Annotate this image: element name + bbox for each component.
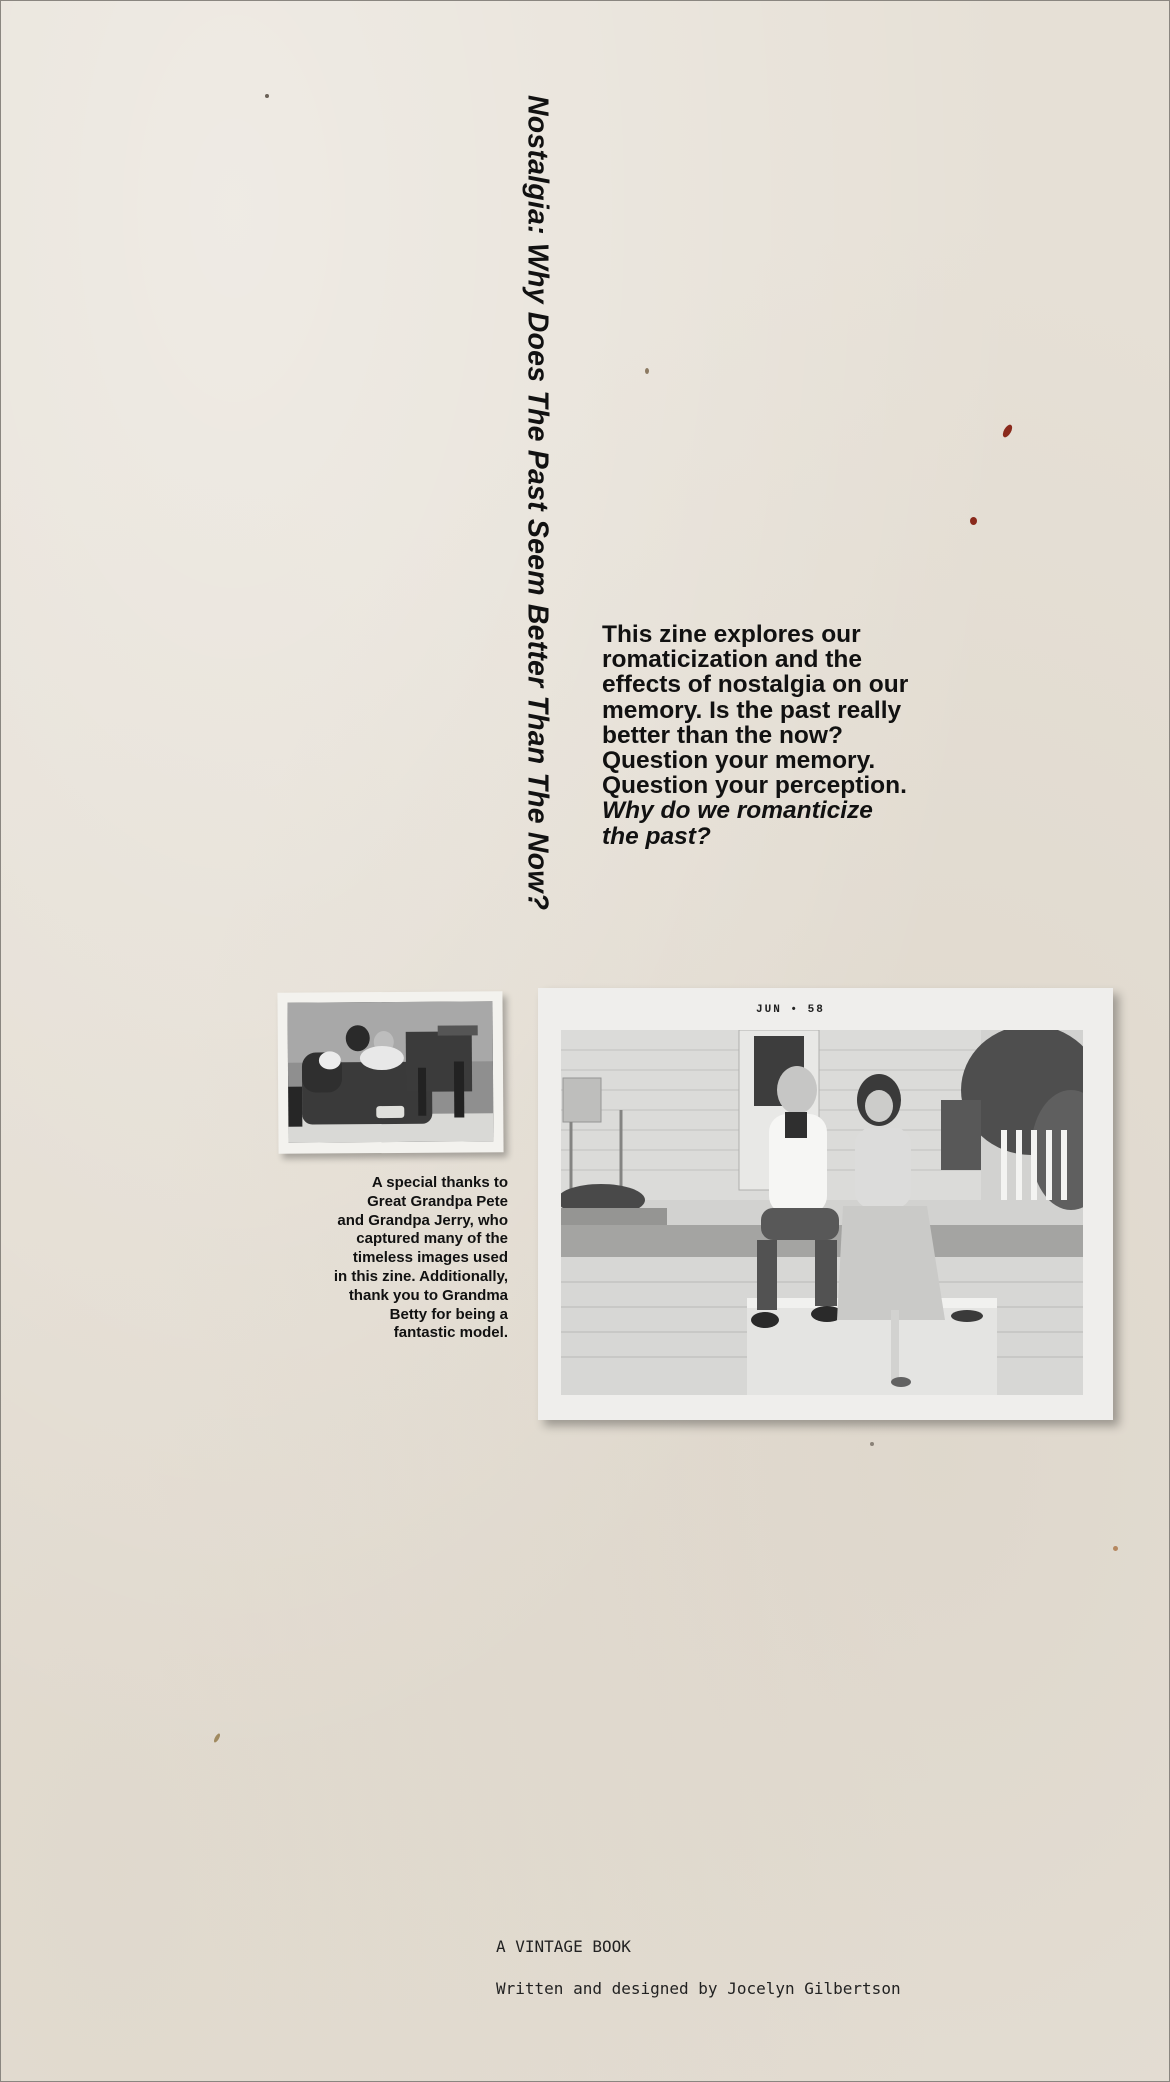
paper-speck [1001, 423, 1014, 439]
paper-speck [870, 1442, 874, 1446]
intro-line: romaticization and the [602, 646, 863, 674]
credits-line: Great Grandpa Pete [367, 1192, 508, 1210]
credits-line: and Grandpa Jerry, who [337, 1211, 508, 1229]
intro-line: effects of nostalgia on our [602, 671, 909, 699]
intro-line: better than the now? [602, 721, 843, 749]
vintage-photo-small [277, 991, 503, 1154]
intro-line: Question your perception. [602, 772, 907, 800]
vintage-photo-large [538, 988, 1113, 1420]
paper-speck [213, 1733, 221, 1744]
paper-speck [1113, 1546, 1118, 1551]
publisher-label: A VINTAGE BOOK [496, 1937, 631, 1956]
photo-family-on-sofa [288, 1001, 494, 1142]
credits-line: in this zine. Additionally, [333, 1267, 508, 1285]
paper-speck [645, 368, 649, 374]
credits-line: fantastic model. [393, 1324, 508, 1342]
intro-line: This zine explores our [602, 621, 861, 648]
intro-question: the past? [602, 822, 711, 850]
credits-line: A special thanks to [371, 1174, 508, 1191]
intro-line: Question your memory. [602, 747, 876, 775]
acknowledgements [318, 1174, 508, 1343]
credits-line: Betty for being a [389, 1305, 508, 1323]
intro-question: Why do we romanticize [602, 797, 873, 825]
photo-couple-on-porch [561, 1030, 1083, 1395]
credits-line: timeless images used [352, 1249, 508, 1267]
photo-image [561, 1030, 1083, 1395]
paper-speck [970, 517, 977, 525]
credits-line: thank you to Grandma [348, 1286, 508, 1304]
photo-date-stamp: JUN • 58 [756, 1004, 825, 1016]
intro-line: memory. Is the past really [602, 696, 902, 724]
credits-line: captured many of the [356, 1230, 508, 1248]
photo-image [288, 1001, 494, 1142]
intro-text [602, 622, 932, 849]
byline: Written and designed by Jocelyn Gilbertson [496, 1979, 901, 1998]
page-title: Nostalgia: Why Does The Past Seem Better Than The Now? [521, 95, 554, 911]
paper-speck [265, 94, 269, 98]
